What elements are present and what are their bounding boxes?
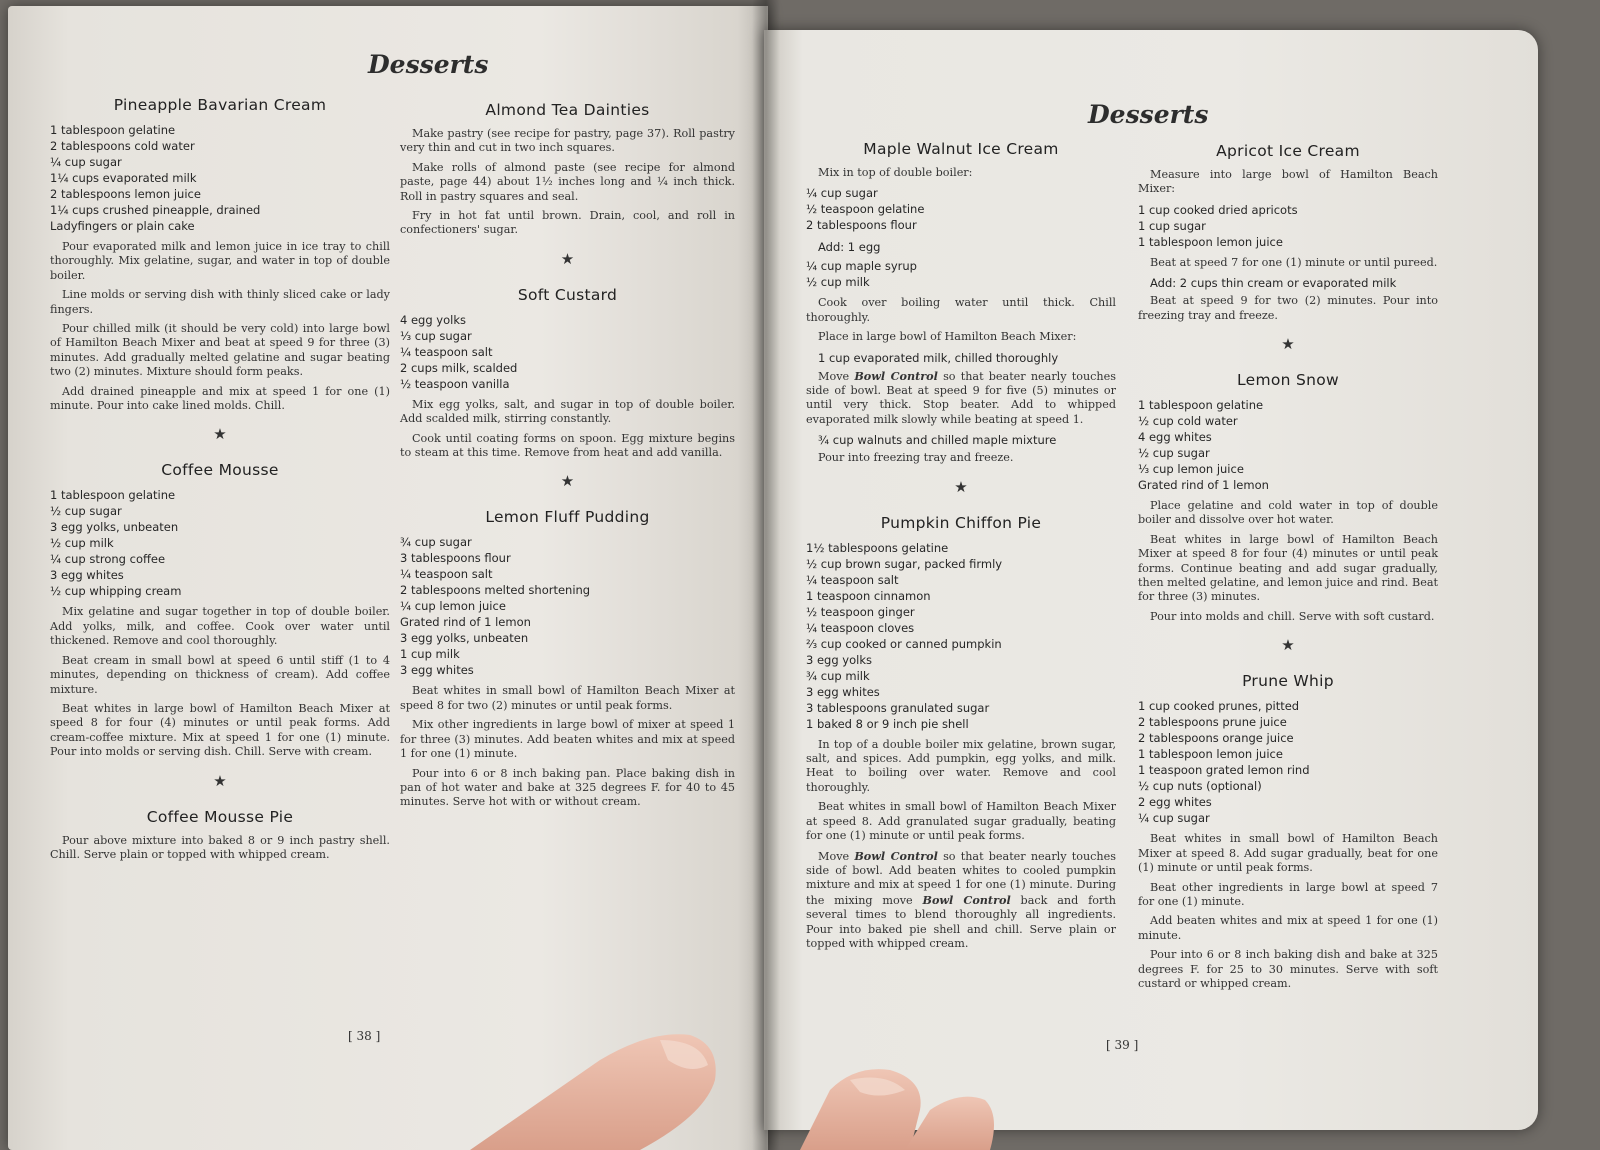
method-step: Beat other ingredients in large bowl at speed 7 for one (1) minute. [1138, 880, 1438, 908]
ingredient-list [806, 185, 1116, 233]
ingredient-list [400, 534, 735, 678]
ingredient: Ladyfingers or plain cake [50, 219, 195, 233]
method-step: Pour into 6 or 8 inch baking dish and bake at 325 degrees F. for 25 to 30 minutes. Serve with soft custard or whipped cream. [1138, 948, 1438, 990]
step-text: Move [818, 849, 850, 863]
page-number-left: [ 38 ] [348, 1029, 381, 1043]
ingredient: 1 cup cooked prunes, pitted [1138, 699, 1300, 714]
star-divider: ★ [1281, 636, 1295, 655]
recipe-block [806, 514, 1116, 952]
ingredient-line: ¾ cup walnuts and chilled maple mixture [818, 433, 1057, 448]
recipe-title: Apricot Ice Cream [1216, 142, 1360, 160]
ingredient-list [50, 487, 390, 599]
ingredient: ½ teaspoon gelatine [806, 202, 925, 217]
bowl-control-label: Bowl Control [922, 892, 1011, 907]
ingredient: ¼ teaspoon cloves [806, 620, 915, 635]
method-step: In top of a double boiler mix gelatine, brown sugar, salt, and spices. Add pumpkin, egg yolks, and milk. Heat to boiling over water. Remove and cool thoroughly. [806, 737, 1116, 794]
ingredient-list [1138, 698, 1438, 826]
ingredient-list [1138, 397, 1438, 493]
ingredient: 2 tablespoons prune juice [1138, 715, 1287, 730]
ingredient: ⅓ cup lemon juice [1138, 462, 1244, 477]
add-line: Add: 1 egg [818, 240, 881, 255]
ingredient: 2 egg whites [1138, 795, 1212, 810]
ingredient: 2 tablespoons orange juice [1138, 731, 1294, 746]
ingredient: ½ cup sugar [50, 504, 122, 519]
ingredient: ¼ cup sugar [806, 186, 878, 201]
right-page-column-1 [806, 140, 1116, 961]
ingredient: 3 egg yolks, unbeaten [400, 631, 529, 646]
ingredient: ⅓ cup sugar [400, 328, 472, 343]
ingredient: ¼ teaspoon salt [400, 344, 493, 359]
ingredient: 3 egg yolks [806, 652, 872, 667]
ingredient: ½ cup nuts (optional) [1138, 779, 1262, 794]
bowl-control-label: Bowl Control [854, 848, 938, 863]
right-page [764, 30, 1538, 1130]
method-step: Pour into molds and chill. Serve with soft custard. [1150, 609, 1435, 623]
ingredient: 2 tablespoons melted shortening [400, 583, 591, 598]
recipe-title: Lemon Fluff Pudding [485, 508, 650, 527]
ingredient: ½ cup cold water [1138, 414, 1238, 429]
method-step: Beat at speed 9 for two (2) minutes. Pour into freezing tray and freeze. [1138, 294, 1438, 322]
method-step: Beat whites in small bowl of Hamilton Beach Mixer at speed 8. Add sugar gradually, beat for one (1) minute or until peak forms. [1138, 832, 1438, 875]
method-step: Pour above mixture into baked 8 or 9 inch pastry shell. Chill. Serve plain or topped with whipped cream. [50, 833, 390, 861]
star-divider: ★ [213, 425, 227, 444]
recipe-title: Coffee Mousse [161, 461, 279, 480]
ingredient: Grated rind of 1 lemon [400, 615, 531, 630]
method-step: Add beaten whites and mix at speed 1 for one (1) minute. [1138, 914, 1438, 942]
method-step: Cook until coating forms on spoon. Egg mixture begins to steam at this time. Remove from heat and add vanilla. [400, 431, 735, 460]
recipe-block [50, 461, 390, 759]
ingredient: 3 egg whites [400, 663, 474, 678]
ingredient: ½ teaspoon ginger [806, 604, 915, 619]
recipe-title: Maple Walnut Ice Cream [863, 140, 1059, 158]
ingredient-list [50, 122, 390, 234]
ingredient: ½ cup brown sugar, packed firmly [806, 556, 1003, 571]
ingredient: ⅔ cup cooked or canned pumpkin [806, 636, 1002, 651]
method-step: Add drained pineapple and mix at speed 1 for one (1) minute. Pour into cake lined molds. Chill. [50, 384, 390, 413]
ingredient: ½ cup sugar [1138, 446, 1210, 461]
ingredient: ¼ cup strong coffee [50, 552, 166, 567]
ingredient: 4 egg yolks [400, 312, 466, 327]
recipe-block [400, 101, 735, 238]
ingredient: ¾ cup sugar [400, 535, 472, 550]
method-step: Beat at speed 7 for one (1) minute or until pureed. [1150, 255, 1438, 269]
method-step: Make pastry (see recipe for pastry, page 37). Roll pastry very thin and cut in two inch squares. [400, 127, 735, 155]
recipe-block [400, 508, 735, 809]
method-step: Pour into freezing tray and freeze. [818, 451, 1014, 465]
recipe-block [1138, 142, 1438, 323]
book-gutter-shadow [752, 0, 780, 1150]
ingredient: 2 cups milk, scalded [400, 360, 518, 375]
ingredient: 1¼ cups evaporated milk [50, 171, 197, 185]
recipe-title: Lemon Snow [1236, 371, 1340, 390]
ingredient: 1 teaspoon cinnamon [806, 588, 931, 603]
method-step: Beat whites in large bowl of Hamilton Beach Mixer at speed 8 for four (4) minutes or until peak forms. Add cream-coffee mixture. Mix at speed 1 for one (1) minute. Pour into molds or serving dish. Chill. Serve with cream. [50, 701, 390, 759]
recipe-block [50, 808, 390, 863]
method-step: Place in large bowl of Hamilton Beach Mixer: [818, 330, 1077, 344]
method-step: Beat whites in small bowl of Hamilton Beach Mixer at speed 8 for two (2) minutes or until peak forms. [400, 684, 735, 712]
recipe-title: Prune Whip [1242, 672, 1334, 691]
recipe-title: Soft Custard [517, 285, 618, 304]
method-step: Beat cream in small bowl at speed 6 until stiff (1 to 4 minutes, depending on thickness of cream). Add coffee mixture. [50, 653, 390, 696]
method-step: Beat whites in large bowl of Hamilton Beach Mixer at speed 8 for four (4) minutes or until peak forms. Continue beating and add sugar gradually, then melted gelatine, and lemon juice and rind. Beat for three (3) minutes. [1138, 532, 1438, 604]
ingredient: 1 cup cooked dried apricots [1138, 202, 1298, 217]
ingredient: 4 egg whites [1138, 430, 1212, 445]
ingredient: 3 tablespoons granulated sugar [806, 700, 990, 715]
left-page-column-1 [50, 96, 390, 872]
bowl-control-label: Bowl Control [854, 368, 938, 383]
ingredient: 1½ tablespoons gelatine [806, 540, 949, 555]
ingredient: Grated rind of 1 lemon [1138, 478, 1269, 493]
star-divider: ★ [1281, 335, 1295, 354]
recipe-block [1138, 371, 1438, 624]
ingredient-list [806, 258, 1116, 290]
ingredient: ½ cup milk [50, 536, 114, 551]
ingredient: 1 tablespoon gelatine [1138, 398, 1264, 413]
ingredient: 1 tablespoon lemon juice [1138, 234, 1283, 249]
ingredient-line: 1 cup evaporated milk, chilled thoroughly [818, 350, 1059, 365]
left-page-column-2 [400, 101, 735, 820]
ingredient: ¾ cup milk [806, 668, 870, 683]
ingredient: 1 baked 8 or 9 inch pie shell [806, 716, 969, 731]
ingredient: 1 teaspoon grated lemon rind [1138, 763, 1310, 778]
method-step: Make rolls of almond paste (see recipe for almond paste, page 44) about 1½ inches long and ¼ inch thick. Roll in pastry squares and seal. [400, 160, 735, 203]
ingredient: ¼ cup maple syrup [806, 259, 917, 274]
recipe-intro: Mix in top of double boiler: [818, 166, 973, 179]
star-divider: ★ [954, 477, 968, 496]
method-step: Fry in hot fat until brown. Drain, cool, and roll in confectioners' sugar. [400, 209, 735, 237]
right-page-column-2 [1138, 142, 1438, 1001]
ingredient: ¼ teaspoon salt [806, 572, 899, 587]
add-line: Add: 2 cups thin cream or evaporated milk [1150, 276, 1397, 291]
star-divider: ★ [560, 249, 575, 268]
step-text: Move [818, 369, 850, 383]
ingredient: 2 tablespoons cold water [50, 139, 195, 153]
recipe-title: Pineapple Bavarian Cream [113, 96, 327, 114]
method-step: Mix other ingredients in large bowl of mixer at speed 1 for three (3) minutes. Add beaten whites and mix at speed 1 for one (1) minute. [400, 718, 735, 761]
method-step: Pour chilled milk (it should be very cold) into large bowl of Hamilton Beach Mixer and beat at speed 9 for three (3) minutes. Add gradually melted gelatine and sugar beating two (2) minutes. Mixture should form peaks. [50, 322, 390, 379]
page-number-right: [ 39 ] [1106, 1038, 1139, 1052]
ingredient: ½ cup whipping cream [50, 584, 182, 599]
recipe-intro: Measure into large bowl of Hamilton Beach Mixer: [1138, 168, 1438, 196]
star-divider: ★ [213, 771, 227, 790]
method-step: Pour into 6 or 8 inch baking pan. Place baking dish in pan of hot water and bake at 325 degrees F. for 40 to 45 minutes. Serve hot with or without cream. [400, 766, 735, 809]
recipe-block [50, 96, 390, 413]
star-divider: ★ [560, 472, 575, 491]
recipe-block [1138, 672, 1438, 991]
method-step: Beat whites in small bowl of Hamilton Beach Mixer at speed 8. Add granulated sugar gradually, beating for one (1) minute or until peak forms. [806, 800, 1116, 843]
method-step: Place gelatine and cold water in top of double boiler and dissolve over hot water. [1138, 499, 1438, 527]
ingredient: 1 tablespoon gelatine [50, 488, 176, 503]
ingredient: 3 egg whites [806, 684, 880, 699]
ingredient: ¼ cup lemon juice [400, 599, 506, 614]
page-title-right: Desserts [1088, 100, 1209, 129]
page-title-left: Desserts [368, 50, 489, 79]
ingredient: 1 cup milk [400, 647, 460, 662]
ingredient: 3 egg yolks, unbeaten [50, 520, 179, 535]
method-step: Mix egg yolks, salt, and sugar in top of double boiler. Add scalded milk, stirring constantly. [400, 397, 735, 426]
recipe-title: Coffee Mousse Pie [146, 807, 294, 826]
recipe-title: Pumpkin Chiffon Pie [880, 513, 1042, 532]
recipe-title: Almond Tea Dainties [485, 101, 650, 119]
left-page [8, 6, 768, 1150]
method-step: Cook over boiling water until thick. Chill thoroughly. [806, 296, 1116, 324]
step-text: so that beater nearly touches side of bowl. Add beaten whites to cooled pumpkin mixture and mix at speed 1 for one (1) minute. During the mixing move [806, 849, 1116, 907]
method-step: Mix gelatine and sugar together in top of double boiler. Add yolks, milk, and coffee. Cook over water until thickened. Remove and cool thoroughly. [50, 605, 390, 648]
ingredient-list [1138, 202, 1438, 250]
ingredient: 1 tablespoon gelatine [50, 123, 176, 137]
ingredient: ¼ cup sugar [1138, 811, 1210, 826]
ingredient: 1 tablespoon lemon juice [1138, 747, 1283, 762]
ingredient-list [400, 312, 735, 392]
ingredient: 2 tablespoons lemon juice [50, 187, 201, 201]
method-step: Pour evaporated milk and lemon juice in ice tray to chill thoroughly. Mix gelatine, sugar, and water in top of double boiler. [50, 240, 390, 282]
ingredient: 1 cup sugar [1138, 218, 1206, 233]
step-text: back and forth several times to blend thoroughly all ingredients. Pour into baked pie shell and chill. Serve plain or topped with whipped cream. [806, 893, 1116, 950]
ingredient: ¼ teaspoon salt [400, 567, 493, 582]
ingredient: ¼ cup sugar [50, 155, 122, 169]
ingredient: 2 tablespoons flour [806, 218, 917, 233]
ingredient: 3 egg whites [50, 568, 124, 583]
ingredient: 3 tablespoons flour [400, 551, 511, 566]
ingredient: ½ cup milk [806, 275, 870, 290]
ingredient: 1¼ cups crushed pineapple, drained [50, 203, 261, 217]
ingredient: ½ teaspoon vanilla [400, 376, 510, 391]
recipe-block [806, 140, 1116, 466]
method-step [806, 369, 1116, 428]
method-step [806, 849, 1116, 952]
ingredient-list [806, 540, 1116, 732]
step-text: so that beater nearly touches side of bowl. Beat at speed 9 for five (5) minutes or until very thick. Stop beater. Add to whipped evaporated milk slowly while beating at speed 1. [806, 369, 1116, 426]
recipe-block [400, 286, 735, 461]
method-step: Line molds or serving dish with thinly sliced cake or lady fingers. [50, 288, 390, 316]
